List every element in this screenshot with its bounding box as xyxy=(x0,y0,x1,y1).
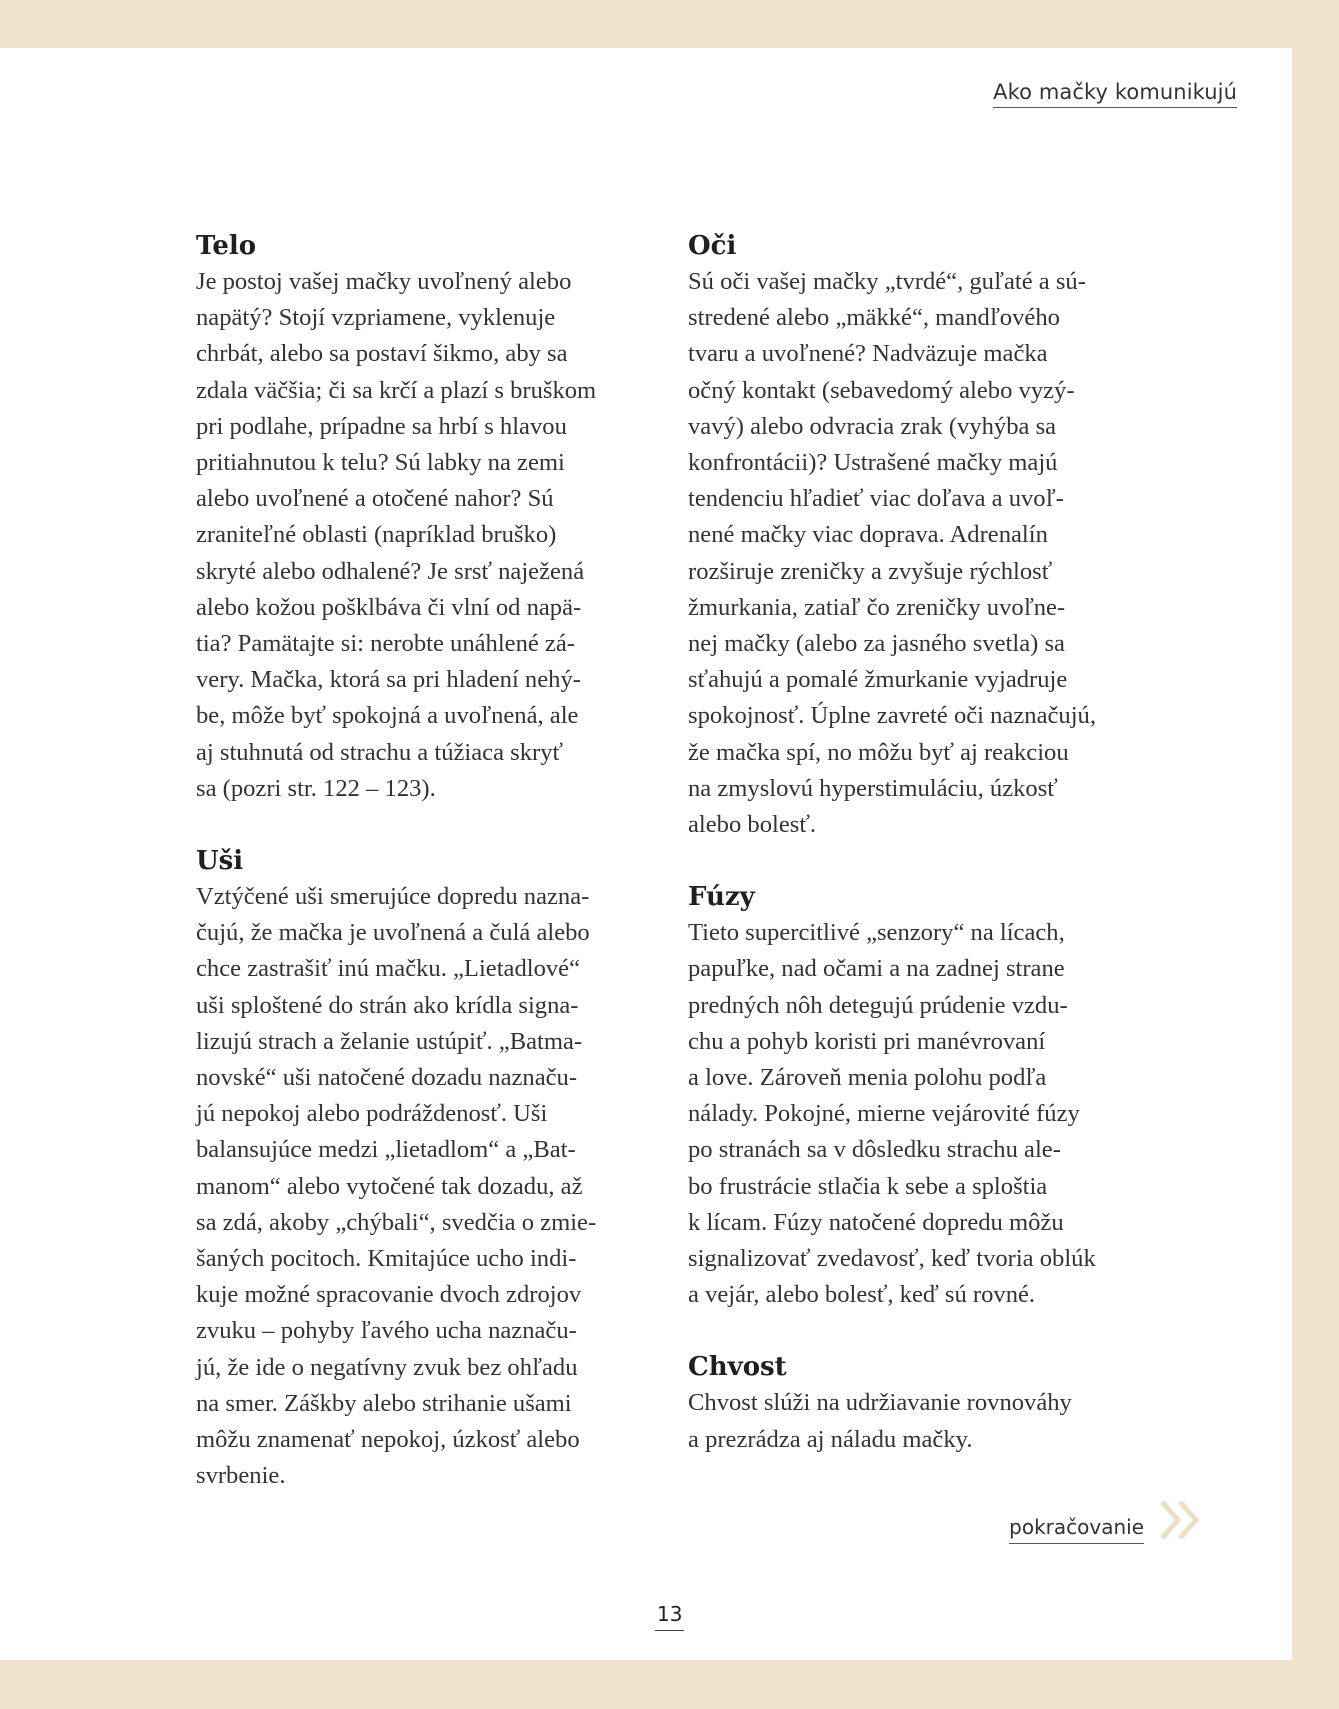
text-line: pri podlahe, prípadne sa hrbí s hlavou xyxy=(196,412,567,440)
text-line: a prezrádza aj náladu mačky. xyxy=(688,1425,973,1453)
text-line: very. Mačka, ktorá sa pri hladení nehý- xyxy=(196,666,581,694)
running-head: Ako mačky komunikujú xyxy=(993,80,1237,108)
text-line: šaných pocitoch. Kmitajúce ucho indi- xyxy=(196,1245,577,1273)
text-line: tvaru a uvoľnené? Nadväzuje mačka xyxy=(688,340,1048,368)
text-line: a love. Zároveň menia polohu podľa xyxy=(688,1064,1047,1092)
text-line: chu a pohyb koristi pri manévrovaní xyxy=(688,1027,1046,1055)
right-column xyxy=(688,228,1178,1494)
section-telo xyxy=(196,228,666,807)
section-body xyxy=(688,1385,1178,1457)
text-line: predných nôh detegujú prúdenie vzdu- xyxy=(688,991,1068,1019)
text-line: žmurkania, zatiaľ čo zreničky uvoľne- xyxy=(688,593,1066,621)
section-body xyxy=(688,264,1178,843)
text-line: stredené alebo „mäkké“, mandľového xyxy=(688,304,1060,332)
text-line: zraniteľné oblasti (napríklad bruško) xyxy=(196,521,557,549)
text-line: zvuku – pohyby ľavého ucha naznaču- xyxy=(196,1317,577,1345)
section-fuzy xyxy=(688,879,1178,1313)
text-line: tendenciu hľadieť viac doľava a uvoľ- xyxy=(688,485,1064,513)
text-line: napätý? Stojí vzpriamene, vyklenuje xyxy=(196,304,556,332)
text-line: alebo bolesť. xyxy=(688,811,816,839)
text-line: manom“ alebo vytočené tak dozadu, až xyxy=(196,1172,583,1200)
text-line: chce zastrašiť inú mačku. „Lietadlové“ xyxy=(196,955,581,983)
text-line: nálady. Pokojné, mierne vejárovité fúzy xyxy=(688,1100,1080,1128)
text-line: sťahujú a pomalé žmurkanie vyjadruje xyxy=(688,666,1068,694)
text-line: konfrontácii)? Ustrašené mačky majú xyxy=(688,449,1058,477)
text-line: uši sploštené do strán ako krídla signa- xyxy=(196,991,579,1019)
section-title: Telo xyxy=(196,231,257,261)
text-line: bo frustrácie stlačia k sebe a sploštia xyxy=(688,1172,1048,1200)
text-line: signalizovať zvedavosť, keď tvoria oblúk xyxy=(688,1245,1096,1273)
text-line: nené mačky viac doprava. Adrenalín xyxy=(688,521,1048,549)
text-line: na zmyslovú hyperstimuláciu, úzkosť xyxy=(688,774,1058,802)
text-line: sa (pozri str. 122 – 123). xyxy=(196,774,436,802)
text-line: po stranách sa v dôsledku strachu ale- xyxy=(688,1136,1061,1164)
section-body xyxy=(196,264,666,807)
text-line: k lícam. Fúzy natočené dopredu môžu xyxy=(688,1208,1064,1236)
text-line: skryté alebo odhalené? Je srsť naježená xyxy=(196,557,585,585)
text-line: Chvost slúži na udržiavanie rovnováhy xyxy=(688,1389,1072,1417)
text-line: rozširuje zreničky a zvyšuje rýchlosť xyxy=(688,557,1053,585)
text-line: čujú, že mačka je uvoľnená a čulá alebo xyxy=(196,919,590,947)
text-line: môžu znamenať nepokoj, úzkosť alebo xyxy=(196,1426,580,1454)
text-line: lizujú strach a želanie ustúpiť. „Batma- xyxy=(196,1027,583,1055)
left-column xyxy=(196,228,666,1531)
text-line: na smer. Záškby alebo strihanie ušami xyxy=(196,1389,572,1417)
text-line: aj stuhnutá od strachu a túžiaca skryť xyxy=(196,738,563,766)
section-title: Fúzy xyxy=(688,882,755,913)
section-oci xyxy=(688,228,1178,843)
text-line: jú nepokoj alebo podráždenosť. Uši xyxy=(196,1100,548,1128)
text-line: Sú oči vašej mačky „tvrdé“, guľaté a sú- xyxy=(688,268,1086,295)
text-line: be, môže byť spokojná a uvoľnená, ale xyxy=(196,702,579,730)
text-line: že mačka spí, no môžu byť aj reakciou xyxy=(688,738,1069,766)
text-line: kuje možné spracovanie dvoch zdrojov xyxy=(196,1281,582,1309)
text-line: tia? Pamätajte si: nerobte unáhlené zá- xyxy=(196,630,575,658)
section-body xyxy=(688,915,1178,1313)
page-number: 13 xyxy=(655,1602,684,1631)
double-chevron-right-icon xyxy=(1158,1498,1204,1542)
text-line: zdala väčšia; či sa krčí a plazí s bruškom xyxy=(196,376,597,404)
section-body xyxy=(196,879,666,1494)
text-line: chrbát, alebo sa postaví šikmo, aby sa xyxy=(196,340,568,368)
continue-label[interactable]: pokračovanie xyxy=(1009,1515,1144,1544)
text-line: jú, že ide o negatívny zvuk bez ohľadu xyxy=(196,1353,578,1381)
text-line: spokojnosť. Úplne zavreté oči naznačujú, xyxy=(688,702,1096,730)
section-title: Uši xyxy=(196,846,244,877)
section-title: Chvost xyxy=(688,1352,787,1383)
text-line: balansujúce medzi „lietadlom“ a „Bat- xyxy=(196,1136,576,1164)
continue-link[interactable] xyxy=(1009,1498,1204,1544)
text-line: Tieto supercitlivé „senzory“ na lícach, xyxy=(688,919,1065,947)
text-line: očný kontakt (sebavedomý alebo vyzý- xyxy=(688,376,1075,404)
text-line: alebo uvoľnené a otočené nahor? Sú xyxy=(196,485,554,513)
text-line: papuľke, nad očami a na zadnej strane xyxy=(688,955,1065,983)
text-line: Je postoj vašej mačky uvoľnený alebo xyxy=(196,268,572,295)
text-line: nej mačky (alebo za jasného svetla) sa xyxy=(688,630,1065,658)
text-line: Vztýčené uši smerujúce dopredu nazna- xyxy=(196,883,590,911)
text-line: pritiahnutou k telu? Sú labky na zemi xyxy=(196,449,565,477)
text-line: vavý) alebo odvracia zrak (vyhýba sa xyxy=(688,412,1057,440)
text-line: novské“ uši natočené dozadu naznaču- xyxy=(196,1064,578,1092)
text-line: svrbenie. xyxy=(196,1462,286,1490)
section-usi xyxy=(196,843,666,1494)
text-line: a vejár, alebo bolesť, keď sú rovné. xyxy=(688,1281,1036,1309)
section-title: Oči xyxy=(688,231,737,261)
section-chvost xyxy=(688,1349,1178,1457)
page xyxy=(0,48,1292,1660)
text-line: sa zdá, akoby „chýbali“, svedčia o zmie- xyxy=(196,1208,597,1236)
text-line: alebo kožou pošklbáva či vlní od napä- xyxy=(196,593,582,621)
